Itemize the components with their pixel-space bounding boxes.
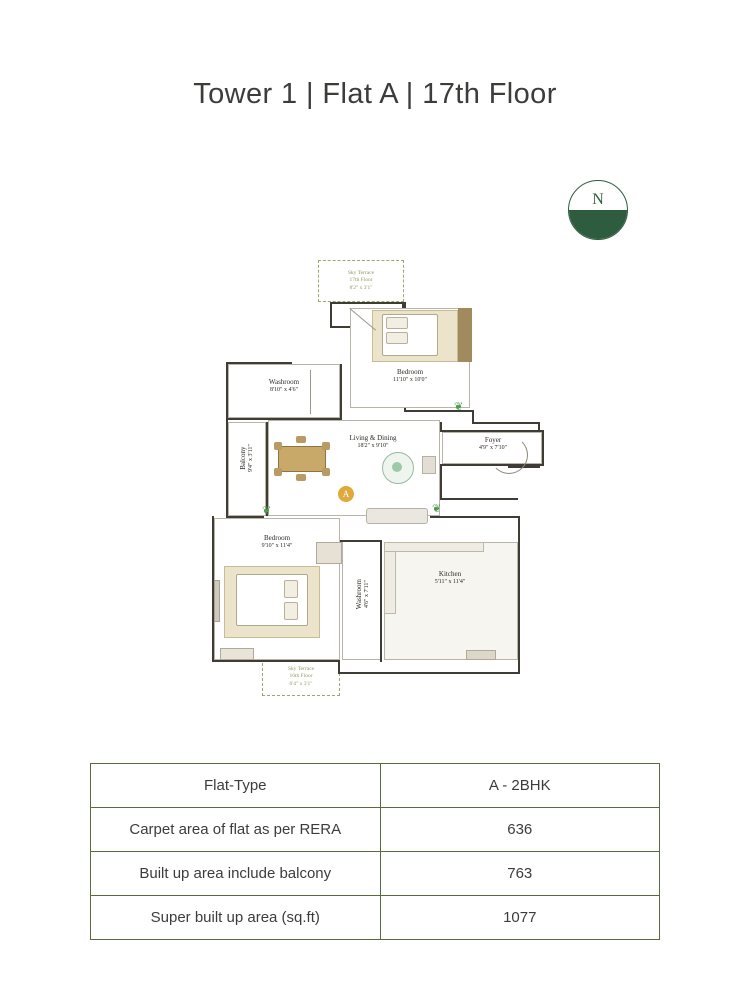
wash-basin: [316, 542, 342, 564]
sofa: [366, 508, 428, 524]
table-row: [91, 896, 660, 940]
dining-chair: [274, 442, 282, 450]
room-kitchen: [384, 542, 518, 660]
unit-marker-a: A: [338, 486, 354, 502]
dining-chair: [274, 468, 282, 476]
spec-label: Built up area include balcony: [91, 852, 381, 896]
wardrobe: [458, 308, 472, 362]
spec-value: 763: [380, 852, 659, 896]
table-row: [91, 808, 660, 852]
pillow: [386, 332, 408, 344]
table-row: [91, 764, 660, 808]
wall-segment: [430, 516, 520, 518]
dining-chair: [296, 436, 306, 443]
sky-terrace-16th: [262, 658, 340, 696]
tv-unit: [422, 456, 436, 474]
plant-icon: ❦: [262, 505, 272, 517]
pillow: [386, 317, 408, 329]
sky-terrace-17th-label: Sky Terrace 17th Floor 8'2" x 3'1": [347, 269, 375, 291]
spec-label: Flat-Type: [91, 764, 381, 808]
room-label-washroom-bottom: Washroom 4'6" x 7'11": [354, 579, 370, 610]
room-label-balcony: Balcony 9'4" x 3'11": [238, 444, 254, 473]
spec-label: Carpet area of flat as per RERA: [91, 808, 381, 852]
spec-value: A - 2BHK: [380, 764, 659, 808]
wall-segment: [542, 430, 544, 464]
coffee-table: [392, 462, 402, 472]
spec-value: 1077: [380, 896, 659, 940]
cabinet: [220, 648, 254, 660]
wall-segment: [340, 364, 342, 418]
fixture-line: [310, 370, 311, 414]
wall-segment: [338, 672, 520, 674]
pillow: [284, 580, 298, 598]
wall-segment: [340, 540, 382, 542]
wall-segment: [440, 464, 442, 500]
plant-icon: ❦: [432, 503, 442, 515]
flat-spec-table: [90, 763, 660, 940]
wall-segment: [518, 518, 520, 674]
page-title: Tower 1 | Flat A | 17th Floor: [193, 78, 557, 110]
spec-value: 636: [380, 808, 659, 852]
wall-segment: [442, 498, 518, 500]
sky-terrace-17th: [318, 260, 404, 302]
compass-letter: N: [592, 191, 604, 208]
sky-terrace-16th-label: Sky Terrace 16th Floor 6'4" x 3'1": [287, 665, 315, 687]
table-row: [91, 852, 660, 896]
entry-door-swing: [490, 436, 528, 474]
wall-segment: [330, 302, 404, 304]
wall-segment: [212, 660, 340, 662]
dining-chair: [296, 474, 306, 481]
plant-icon: ❦: [454, 401, 464, 413]
room-label-bedroom-bottom: Bedroom 9'10" x 11'4": [261, 534, 293, 549]
pillow: [284, 602, 298, 620]
window: [214, 580, 220, 622]
north-compass-icon: [568, 180, 628, 240]
kitchen-counter: [384, 542, 484, 552]
room-label-kitchen: Kitchen 5'11" x 11'4": [434, 570, 466, 585]
kitchen-counter: [384, 542, 396, 614]
dining-chair: [322, 468, 330, 476]
kitchen-appliance: [466, 650, 496, 660]
wall-segment: [330, 302, 332, 326]
room-label-washroom-top: Washroom 8'10" x 4'6": [268, 378, 300, 393]
wall-segment: [472, 422, 540, 424]
room-label-living-dining: Living & Dining 18'2" x 9'10": [349, 434, 397, 449]
compass-lower-half: [569, 210, 627, 239]
wall-segment: [380, 540, 382, 662]
spec-label: Super built up area (sq.ft): [91, 896, 381, 940]
floor-plan-drawing: [190, 250, 570, 710]
room-label-bedroom-top: Bedroom 11'10" x 10'0": [393, 368, 427, 383]
room-label-foyer: Foyer 4'9" x 7'10": [478, 436, 508, 451]
